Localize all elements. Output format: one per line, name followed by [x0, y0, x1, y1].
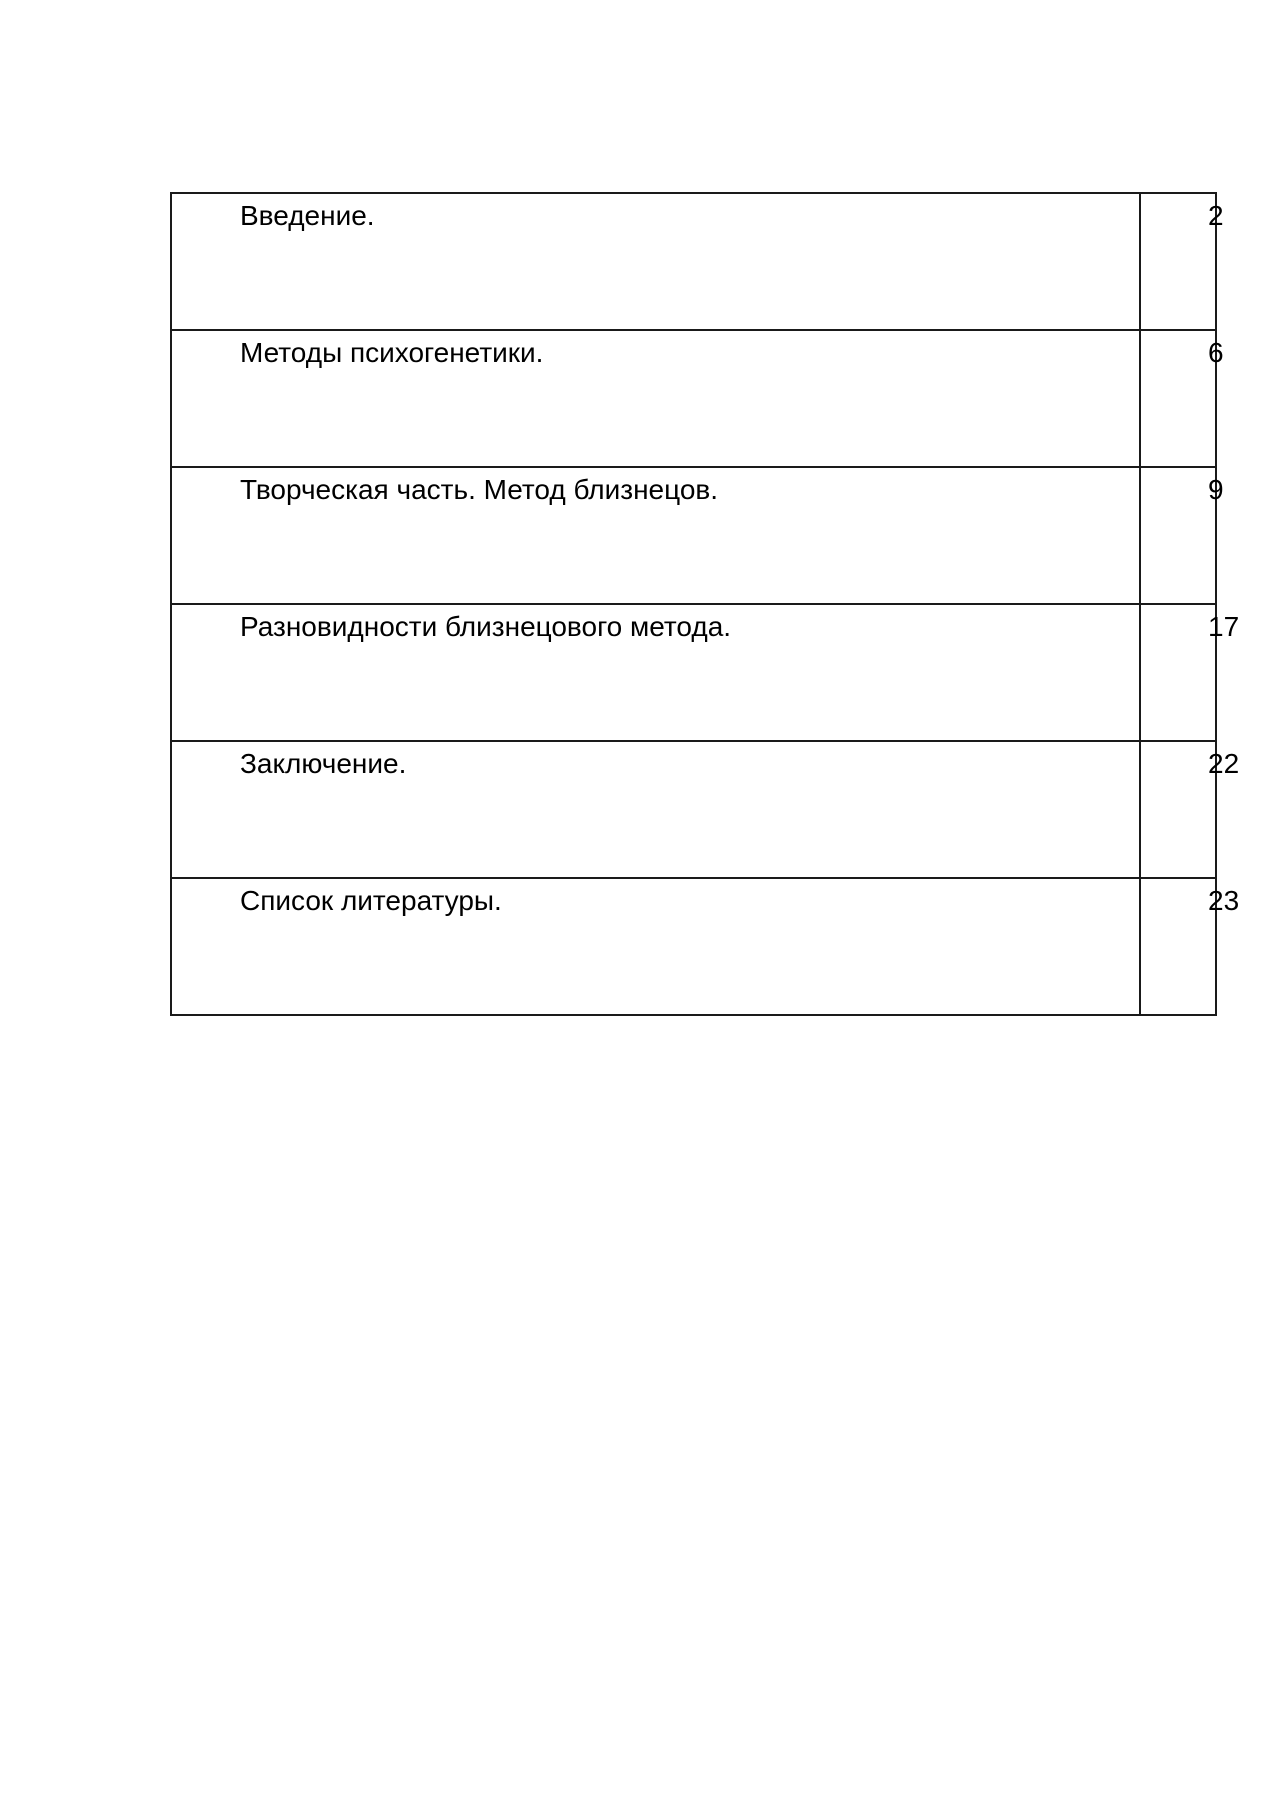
toc-row [171, 741, 1216, 878]
toc-row [171, 878, 1216, 1015]
toc-entry-title: Разновидности близнецового метода. [240, 611, 732, 642]
toc-row [171, 604, 1216, 741]
toc-title-cell [171, 467, 1140, 604]
toc-entry-page: 6 [1208, 337, 1224, 368]
toc-page-cell [1140, 467, 1224, 604]
toc-entry-title: Творческая часть. Метод близнецов. [240, 474, 719, 505]
toc-entry-page: 9 [1208, 474, 1224, 505]
toc-entry-page: 23 [1208, 885, 1240, 916]
toc-title-cell [171, 878, 1140, 1015]
toc-entry-page: 22 [1208, 748, 1240, 779]
toc-title-cell [171, 193, 1140, 330]
toc-row [171, 330, 1216, 467]
table-of-contents [170, 192, 1240, 1016]
toc-title-cell [171, 330, 1140, 467]
toc-page-cell [1140, 604, 1240, 741]
toc-page-cell [1140, 878, 1240, 1015]
toc-page-cell [1140, 330, 1224, 467]
toc-page-cell [1140, 193, 1224, 330]
toc-title-cell [171, 604, 1140, 741]
toc-row [171, 193, 1216, 330]
toc-entry-title: Введение. [240, 200, 375, 231]
toc-row [171, 467, 1216, 604]
toc-title-cell [171, 741, 1140, 878]
toc-entry-page: 2 [1208, 200, 1224, 231]
toc-entry-page: 17 [1208, 611, 1240, 642]
toc-entry-title: Список литературы. [240, 885, 502, 916]
toc-page-cell [1140, 741, 1240, 878]
toc-entry-title: Заключение. [240, 748, 407, 779]
toc-entry-title: Методы психогенетики. [240, 337, 544, 368]
